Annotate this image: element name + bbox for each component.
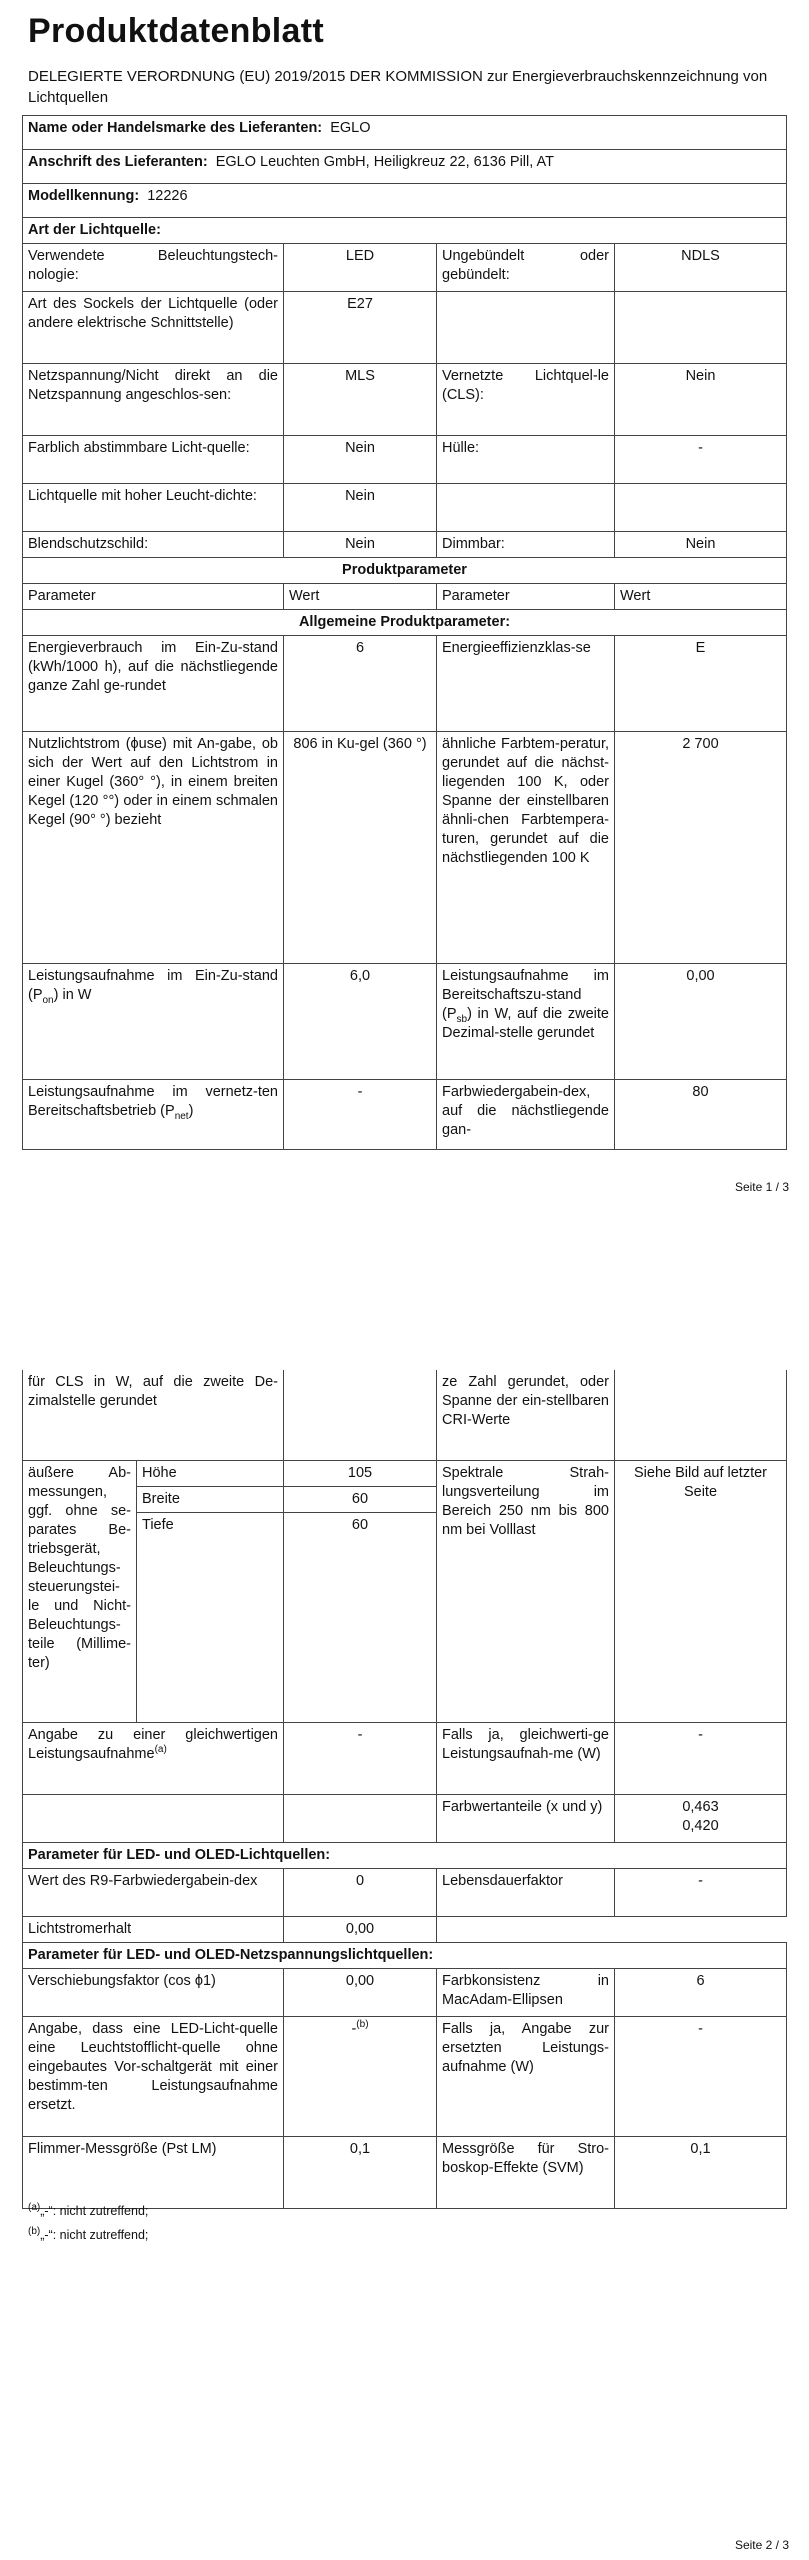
flux-label: Nutzlichtstrom (ϕuse) mit An-gabe, ob sich der Wert auf den Lichtstrom in einer Kugel (360° °), in einem breiten Kegel (120 °°) oder in einem schmalen Kegel (90° °) bezieht	[23, 732, 284, 964]
energy-value: 6	[284, 636, 437, 732]
psb-label-unit: ) in W, auf die zweite Dezimal-stelle gerundet	[442, 1006, 609, 1041]
footnote-b	[28, 2225, 149, 2242]
pnet-label-cont: für CLS in W, auf die zweite De-zimalstelle gerundet	[23, 1370, 284, 1460]
dpf-value: 0,00	[284, 1968, 437, 2016]
equiv-power-label: Falls ja, gleichwerti-ge Leistungsaufnah-me (W)	[437, 1722, 615, 1794]
r9-label: Wert des R9-Farbwiedergabein-dex	[23, 1868, 284, 1916]
eff-class-label: Energieeffizienzklas-se	[437, 636, 615, 732]
lumen-maint-label: Lichtstromerhalt	[23, 1916, 284, 1942]
replace-footnote-ref: (b)	[356, 2018, 369, 2030]
eff-class-value: E	[615, 636, 787, 732]
colour-tunable-label: Farblich abstimmbare Licht-quelle:	[23, 436, 284, 484]
empty-cell	[615, 484, 787, 532]
replace-value-text: -	[351, 2020, 357, 2037]
address-row	[23, 150, 787, 184]
supplier-value: EGLO	[330, 120, 371, 136]
consistency-label: Farbkonsistenz in MacAdam-Ellipsen	[437, 1968, 615, 2016]
survival-label: Lebensdauerfaktor	[437, 1868, 615, 1916]
antiglare-label: Blendschutzschild:	[23, 532, 284, 558]
height-value: 105	[284, 1460, 437, 1486]
footnote-b-mark: (b)	[28, 2225, 41, 2237]
depth-label: Tiefe	[137, 1512, 284, 1722]
pnet-value: -	[284, 1080, 437, 1150]
model-label: Modellkennung:	[28, 188, 140, 204]
address-value: EGLO Leuchten GmbH, Heiligkreuz 22, 6136 Pill, AT	[215, 154, 554, 170]
supplier-label: Name oder Handelsmarke des Lieferanten:	[28, 120, 323, 136]
dpf-label: Verschiebungsfaktor (cos ϕ1)	[23, 1968, 284, 2016]
flicker-label: Flimmer-Messgröße (Pst LM)	[23, 2136, 284, 2208]
light-source-type-heading: Art der Lichtquelle:	[23, 218, 787, 244]
spectral-value: Siehe Bild auf letzter Seite	[615, 1460, 787, 1722]
replace-power-label: Falls ja, Angabe zur ersetzten Leistungs-aufnahme (W)	[437, 2016, 615, 2136]
model-row	[23, 184, 787, 218]
stroboscopic-label: Messgröße für Stro-boskop-Effekte (SVM)	[437, 2136, 615, 2208]
energy-label: Energieverbrauch im Ein-Zu-stand (kWh/1000 h), auf die nächstliegende ganze Zahl ge-rundet	[23, 636, 284, 732]
dimmable-value: Nein	[615, 532, 787, 558]
cct-value: 2 700	[615, 732, 787, 964]
chroma-label: Farbwertanteile (x und y)	[437, 1794, 615, 1842]
empty-cell	[615, 1370, 787, 1460]
cri-label-part2: ze Zahl gerundet, oder Spanne der ein-stellbaren CRI-Werte	[437, 1370, 615, 1460]
supplier-row	[23, 116, 787, 150]
equiv-label	[23, 1722, 284, 1794]
psb-label-text: Leistungsaufnahme im Bereitschaftszu-stand (P	[442, 968, 609, 1022]
mains-value: MLS	[284, 364, 437, 436]
footnote-a-text: „-“: nicht zutreffend;	[40, 2204, 149, 2218]
r9-value: 0	[284, 1868, 437, 1916]
pnet-label-unit: )	[188, 1103, 194, 1119]
replace-power-value: -	[615, 2016, 787, 2136]
page-number: Seite 2 / 3	[734, 2538, 789, 2552]
antiglare-value: Nein	[284, 532, 437, 558]
pon-subscript: on	[42, 994, 54, 1006]
height-label: Höhe	[137, 1460, 284, 1486]
survival-value: -	[615, 1868, 787, 1916]
width-label: Breite	[137, 1486, 284, 1512]
psb-label	[437, 964, 615, 1080]
empty-cell	[284, 1370, 437, 1460]
col-header-param: Parameter	[437, 584, 615, 610]
pon-label	[23, 964, 284, 1080]
equiv-footnote-ref: (a)	[154, 1743, 167, 1755]
equiv-power-value: -	[615, 1722, 787, 1794]
lumen-maint-value: 0,00	[284, 1916, 437, 1942]
flux-value: 806 in Ku-gel (360 °)	[284, 732, 437, 964]
socket-label: Art des Sockels der Lichtquelle (oder andere elektrische Schnittstelle)	[23, 292, 284, 364]
tech-value: LED	[284, 244, 437, 292]
high-luminance-label: Lichtquelle mit hoher Leucht-dichte:	[23, 484, 284, 532]
depth-value: 60	[284, 1512, 437, 1722]
pon-label-text: Leistungsaufnahme im Ein-Zu-stand (P	[28, 968, 278, 1003]
cri-value: 80	[615, 1080, 787, 1150]
footnote-a-mark: (a)	[28, 2201, 41, 2213]
empty-cell	[615, 292, 787, 364]
tech-label: Verwendete Beleuchtungstech-nologie:	[23, 244, 284, 292]
dimmable-label: Dimmbar:	[437, 532, 615, 558]
general-params-heading: Allgemeine Produktparameter:	[23, 610, 787, 636]
socket-value: E27	[284, 292, 437, 364]
pnet-label	[23, 1080, 284, 1150]
pnet-label-text: Leistungsaufnahme im vernetz-ten Bereitschaftsbetrieb (P	[28, 1084, 278, 1119]
regulation-subtitle: DELEGIERTE VERORDNUNG (EU) 2019/2015 DER KOMMISSION zur Energieverbrauchskennzeichnung von Lichtquellen	[28, 68, 768, 106]
stroboscopic-value: 0,1	[615, 2136, 787, 2208]
cct-label: ähnliche Farbtem-peratur, gerundet auf die nächst-liegenden 100 K, oder Spanne der einstellbaren ähnli-chen Farbtempera-turen, gerundet auf die nächstliegenden 100 K	[437, 732, 615, 964]
address-label: Anschrift des Lieferanten:	[28, 154, 208, 170]
psb-subscript: sb	[456, 1013, 468, 1025]
col-header-value: Wert	[284, 584, 437, 610]
connected-label: Vernetzte Lichtquel-le (CLS):	[437, 364, 615, 436]
pon-value: 6,0	[284, 964, 437, 1080]
pnet-subscript: net	[174, 1110, 189, 1122]
directional-value: NDLS	[615, 244, 787, 292]
pon-label-unit: ) in W	[53, 987, 92, 1003]
replace-label: Angabe, dass eine LED-Licht-quelle eine Leuchtstofflicht-quelle ohne eingebautes Vor-schaltgerät mit einer bestimm-ten Leistungsaufnahme ersetzt.	[23, 2016, 284, 2136]
page-number: Seite 1 / 3	[734, 1180, 789, 1194]
spectral-label: Spektrale Strah-lungsverteilung im Bereich 250 nm bis 800 nm bei Volllast	[437, 1460, 615, 1722]
empty-cell	[437, 484, 615, 532]
chroma-values	[615, 1794, 787, 1842]
datasheet-table-page2	[22, 1370, 787, 2209]
footnote-b-text: „-“: nicht zutreffend;	[40, 2228, 149, 2242]
footnote-a	[28, 2201, 149, 2218]
envelope-value: -	[615, 436, 787, 484]
chroma-x-value: 0,463	[682, 1798, 719, 1815]
led-mains-params-heading: Parameter für LED- und OLED-Netzspannungslichtquellen:	[23, 1942, 787, 1968]
psb-value: 0,00	[615, 964, 787, 1080]
empty-cell	[437, 292, 615, 364]
cri-label-part1: Farbwiedergabein-dex, auf die nächstliegende gan-	[437, 1080, 615, 1150]
empty-cell	[437, 1916, 787, 1942]
product-params-heading: Produktparameter	[23, 558, 787, 584]
connected-value: Nein	[615, 364, 787, 436]
consistency-value: 6	[615, 1968, 787, 2016]
datasheet-table-page1	[22, 115, 787, 1150]
colour-tunable-value: Nein	[284, 436, 437, 484]
led-params-heading: Parameter für LED- und OLED-Lichtquellen:	[23, 1842, 787, 1868]
empty-cell	[284, 1794, 437, 1842]
envelope-label: Hülle:	[437, 436, 615, 484]
page-title: Produktdatenblatt	[28, 12, 324, 50]
flicker-value: 0,1	[284, 2136, 437, 2208]
equiv-label-text: Angabe zu einer gleichwertigen Leistungsaufnahme	[28, 1726, 278, 1762]
high-luminance-value: Nein	[284, 484, 437, 532]
empty-cell	[23, 1794, 284, 1842]
width-value: 60	[284, 1486, 437, 1512]
mains-label: Netzspannung/Nicht direkt an die Netzspannung angeschlos-sen:	[23, 364, 284, 436]
model-value: 12226	[147, 188, 188, 204]
col-header-param: Parameter	[23, 584, 284, 610]
directional-label: Ungebündelt oder gebündelt:	[437, 244, 615, 292]
chroma-y-value: 0,420	[682, 1817, 719, 1834]
col-header-value: Wert	[615, 584, 787, 610]
equiv-value: -	[284, 1722, 437, 1794]
dims-label: äußere Ab-messungen, ggf. ohne se-parates Be-triebsgerät, Beleuchtungs-steuerungstei-le und Nicht-Beleuchtungs-teile (Millime-ter)	[23, 1460, 137, 1722]
replace-value	[284, 2016, 437, 2136]
